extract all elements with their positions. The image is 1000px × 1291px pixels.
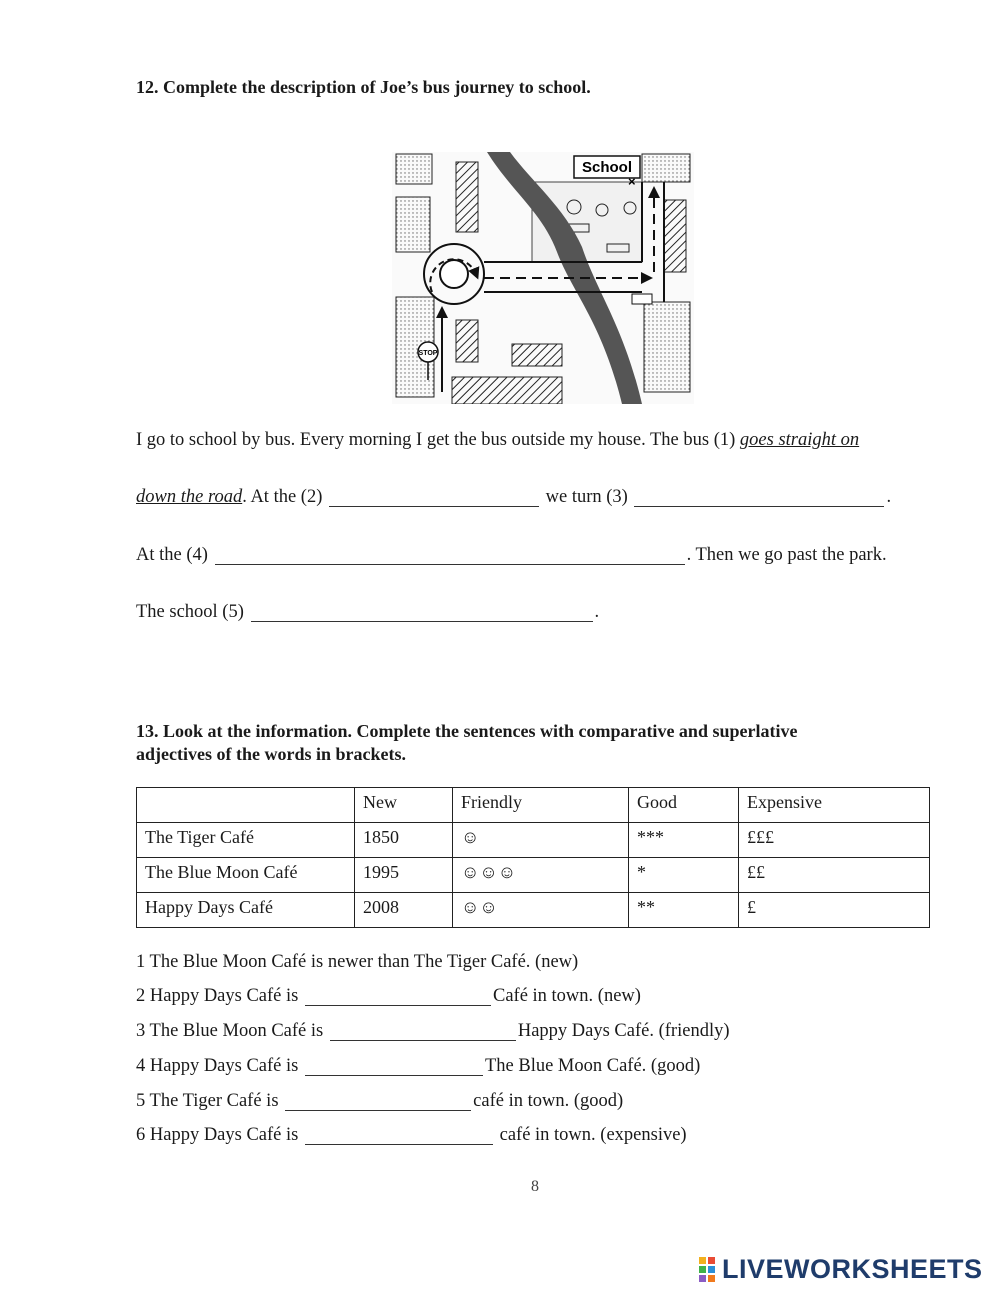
logo-blocks-icon (698, 1256, 718, 1283)
story-line-4 (136, 602, 599, 623)
answer-4-input[interactable] (215, 548, 685, 565)
sentence-text: 6 Happy Days Café is (136, 1125, 303, 1145)
sentence-5 (136, 1091, 623, 1112)
table-cell: *** (629, 823, 739, 858)
table-cell: 1995 (355, 858, 453, 893)
sentence-6 (136, 1125, 687, 1146)
story-text: I go to school by bus. Every morning I get the bus outside my house. The bus (1) (136, 430, 740, 450)
table-cell: ££ (739, 858, 930, 893)
answer-5-input[interactable] (251, 605, 593, 622)
table-row (137, 858, 930, 893)
sentence-text: 1 The Blue Moon Café is newer than The Tiger Café. (new) (136, 952, 579, 972)
table-header-cell: Good (629, 788, 739, 823)
table-cell: ☺ (453, 823, 629, 858)
stop-sign-label: STOP (418, 350, 438, 357)
sentence-text: The Blue Moon Café. (good) (484, 1056, 701, 1076)
sentence-text: Café in town. (new) (492, 986, 641, 1006)
answer-1: goes straight on (739, 430, 860, 450)
story-text: . Then we go past the park. (686, 545, 887, 565)
sentence-text: 2 Happy Days Café is (136, 986, 303, 1006)
story-text: At the (4) (136, 545, 213, 565)
sentence-text: Happy Days Café. (friendly) (517, 1021, 730, 1041)
section-13-heading (136, 720, 797, 766)
cafe-info-table (136, 787, 930, 928)
table-header-cell: Friendly (453, 788, 629, 823)
sentence-3-input[interactable] (330, 1024, 516, 1041)
story-text: . (886, 487, 892, 507)
table-cell: The Tiger Café (137, 823, 355, 858)
story-line-1 (136, 430, 859, 451)
sentence-3 (136, 1021, 730, 1042)
page-number: 8 (531, 1178, 539, 1195)
table-cell: * (629, 858, 739, 893)
story-line-2 (136, 487, 891, 508)
sentence-1 (136, 952, 578, 973)
sentence-2-input[interactable] (305, 989, 491, 1006)
table-header-cell: New (355, 788, 453, 823)
sentence-text: café in town. (good) (473, 1091, 624, 1111)
table-header-cell (137, 788, 355, 823)
table-cell: ** (629, 893, 739, 928)
table-cell: The Blue Moon Café (137, 858, 355, 893)
school-map-label: School (581, 159, 633, 176)
sentence-5-input[interactable] (285, 1094, 471, 1111)
table-cell: Happy Days Café (137, 893, 355, 928)
story-text: we turn (3) (541, 487, 633, 507)
section-13-heading-line-2: adjectives of the words in brackets. (136, 744, 406, 764)
sentence-6-input[interactable] (305, 1128, 493, 1145)
sentence-text: café in town. (expensive) (494, 1125, 687, 1145)
answer-1-continued: down the road (136, 487, 243, 507)
sentence-text: 4 Happy Days Café is (136, 1056, 303, 1076)
svg-text:×: × (628, 174, 636, 189)
sentence-4-input[interactable] (305, 1059, 483, 1076)
sentence-text: 5 The Tiger Café is (136, 1091, 284, 1111)
table-row (137, 823, 930, 858)
liveworksheets-logo[interactable] (698, 1254, 983, 1285)
section-12-heading: 12. Complete the description of Joe’s bus journey to school. (136, 77, 591, 97)
story-text: . (594, 602, 600, 622)
section-13-heading-line-1: 13. Look at the information. Complete the sentences with comparative and superlative (136, 721, 798, 741)
table-header-row (137, 788, 930, 823)
table-header-cell: Expensive (739, 788, 930, 823)
sentence-2 (136, 986, 641, 1007)
table-cell: £££ (739, 823, 930, 858)
table-cell: 1850 (355, 823, 453, 858)
sentence-text: 3 The Blue Moon Café is (136, 1021, 328, 1041)
table-row (137, 893, 930, 928)
bus-route-map (392, 152, 694, 404)
table-cell: ☺☺ (453, 893, 629, 928)
answer-2-input[interactable] (329, 490, 539, 507)
table-cell: ☺☺☺ (453, 858, 629, 893)
table-cell: £ (739, 893, 930, 928)
answer-3-input[interactable] (634, 490, 884, 507)
story-text: . At the (2) (242, 487, 327, 507)
story-text: The school (5) (136, 602, 249, 622)
logo-text: LIVEWORKSHEETS (722, 1254, 983, 1284)
table-cell: 2008 (355, 893, 453, 928)
sentence-4 (136, 1056, 700, 1077)
story-line-3 (136, 545, 887, 566)
